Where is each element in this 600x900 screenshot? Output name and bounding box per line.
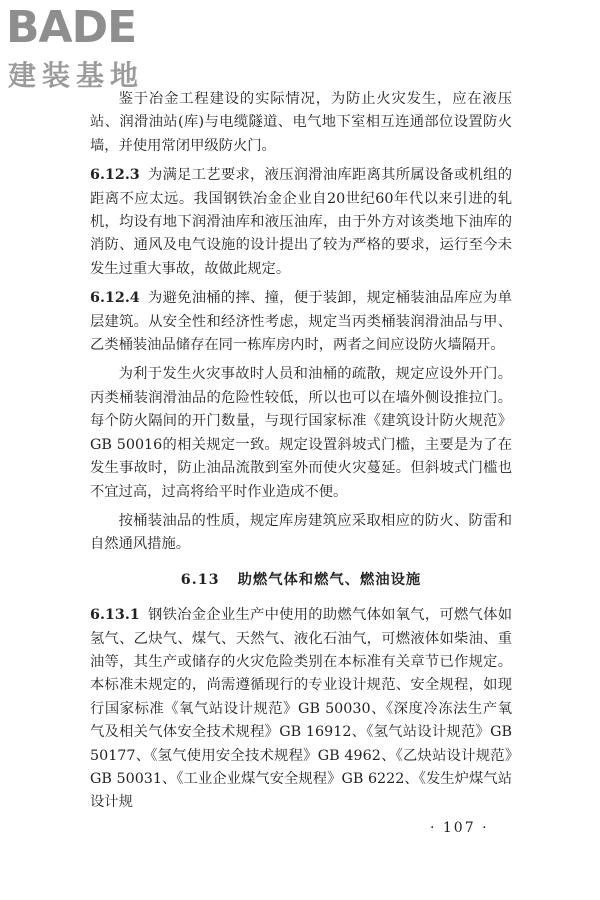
- bade-logo: [6, 4, 176, 96]
- logo-subtitle: 建装基地: [8, 59, 145, 92]
- section-title: 助燃气体和燃气、燃油设施: [237, 571, 422, 588]
- section-number: 6.13: [180, 571, 220, 588]
- paragraph-doors: 为利于发生火灾事故时人员和油桶的疏散，规定应设外开门。丙类桶装润滑油品的危险性较低，所以也可以在墙外侧设推拉门。每个防火隔间的开门数量，与现行国家标准《建筑设计防火规范》GB 50016的相关规定一致。规定设置斜坡式门槛，主要是为了在发生事故时，防止油品流散到室外而使火灾蔓延。但斜坡式门槛也不宜过高，过高将给平时作业造成不便。: [90, 366, 512, 500]
- paragraph-storage: 按桶装油品的性质，规定库房建筑应采取相应的防火、防雷和自然通风措施。: [90, 512, 512, 553]
- clause-number: 6.12.4: [90, 290, 140, 307]
- document-body: [90, 88, 512, 815]
- clause-number: 6.13.1: [90, 607, 140, 624]
- paragraph-intro: 鉴于冶金工程建设的实际情况，为防止火灾发生，应在液压站、润滑油站(库)与电缆隧道、电气地下室相互连通部位设置防火墙，并使用常闭甲级防火门。: [90, 91, 512, 154]
- clause-6-12-4: [90, 287, 512, 357]
- section-heading: [90, 569, 512, 592]
- clause-text: 为满足工艺要求，液压润滑油库距离其所属设备或机组的距离不应太远。我国钢铁冶金企业自20世纪60年代以来引进的轧机，均设有地下润滑油库和液压油库，由于外方对该类地下油库的消防、通风及电气设施的设计提出了较为严格的要求，运行至今未发生过重大事故，故做此规定。: [90, 167, 512, 277]
- clause-6-13-1: [90, 604, 512, 815]
- logo-wordmark: BADE: [6, 2, 137, 53]
- page-number: · 107 ·: [430, 820, 489, 836]
- clause-6-12-3: [90, 164, 512, 281]
- clause-number: 6.12.3: [90, 167, 140, 184]
- clause-text: 钢铁冶金企业生产中使用的助燃气体如氧气，可燃气体如氢气、乙炔气、煤气、天然气、液化石油气，可燃液体如柴油、重油等，其生产或储存的火灾危险类别在本标准有关章节已作规定。本标准未规定的，尚需遵循现行的专业设计规范、安全规程，如现行国家标准《氧气站设计规范》GB 50030、《深度冷冻法生产氧气及相关气体安全技术规程》GB 16912、《氢气站设计规范》GB 50177、《氢气使用安全技术规程》GB 4962、《乙炔站设计规范》GB 50031、《工业企业煤气安全规程》GB 6222、《发生炉煤气站设计规: [90, 607, 512, 811]
- clause-text: 为避免油桶的摔、撞，便于装卸，规定桶装油品库应为单层建筑。从安全性和经济性考虑，规定当丙类桶装润滑油品与甲、乙类桶装油品储存在同一栋库房内时，两者之间应设防火墙隔开。: [90, 290, 512, 354]
